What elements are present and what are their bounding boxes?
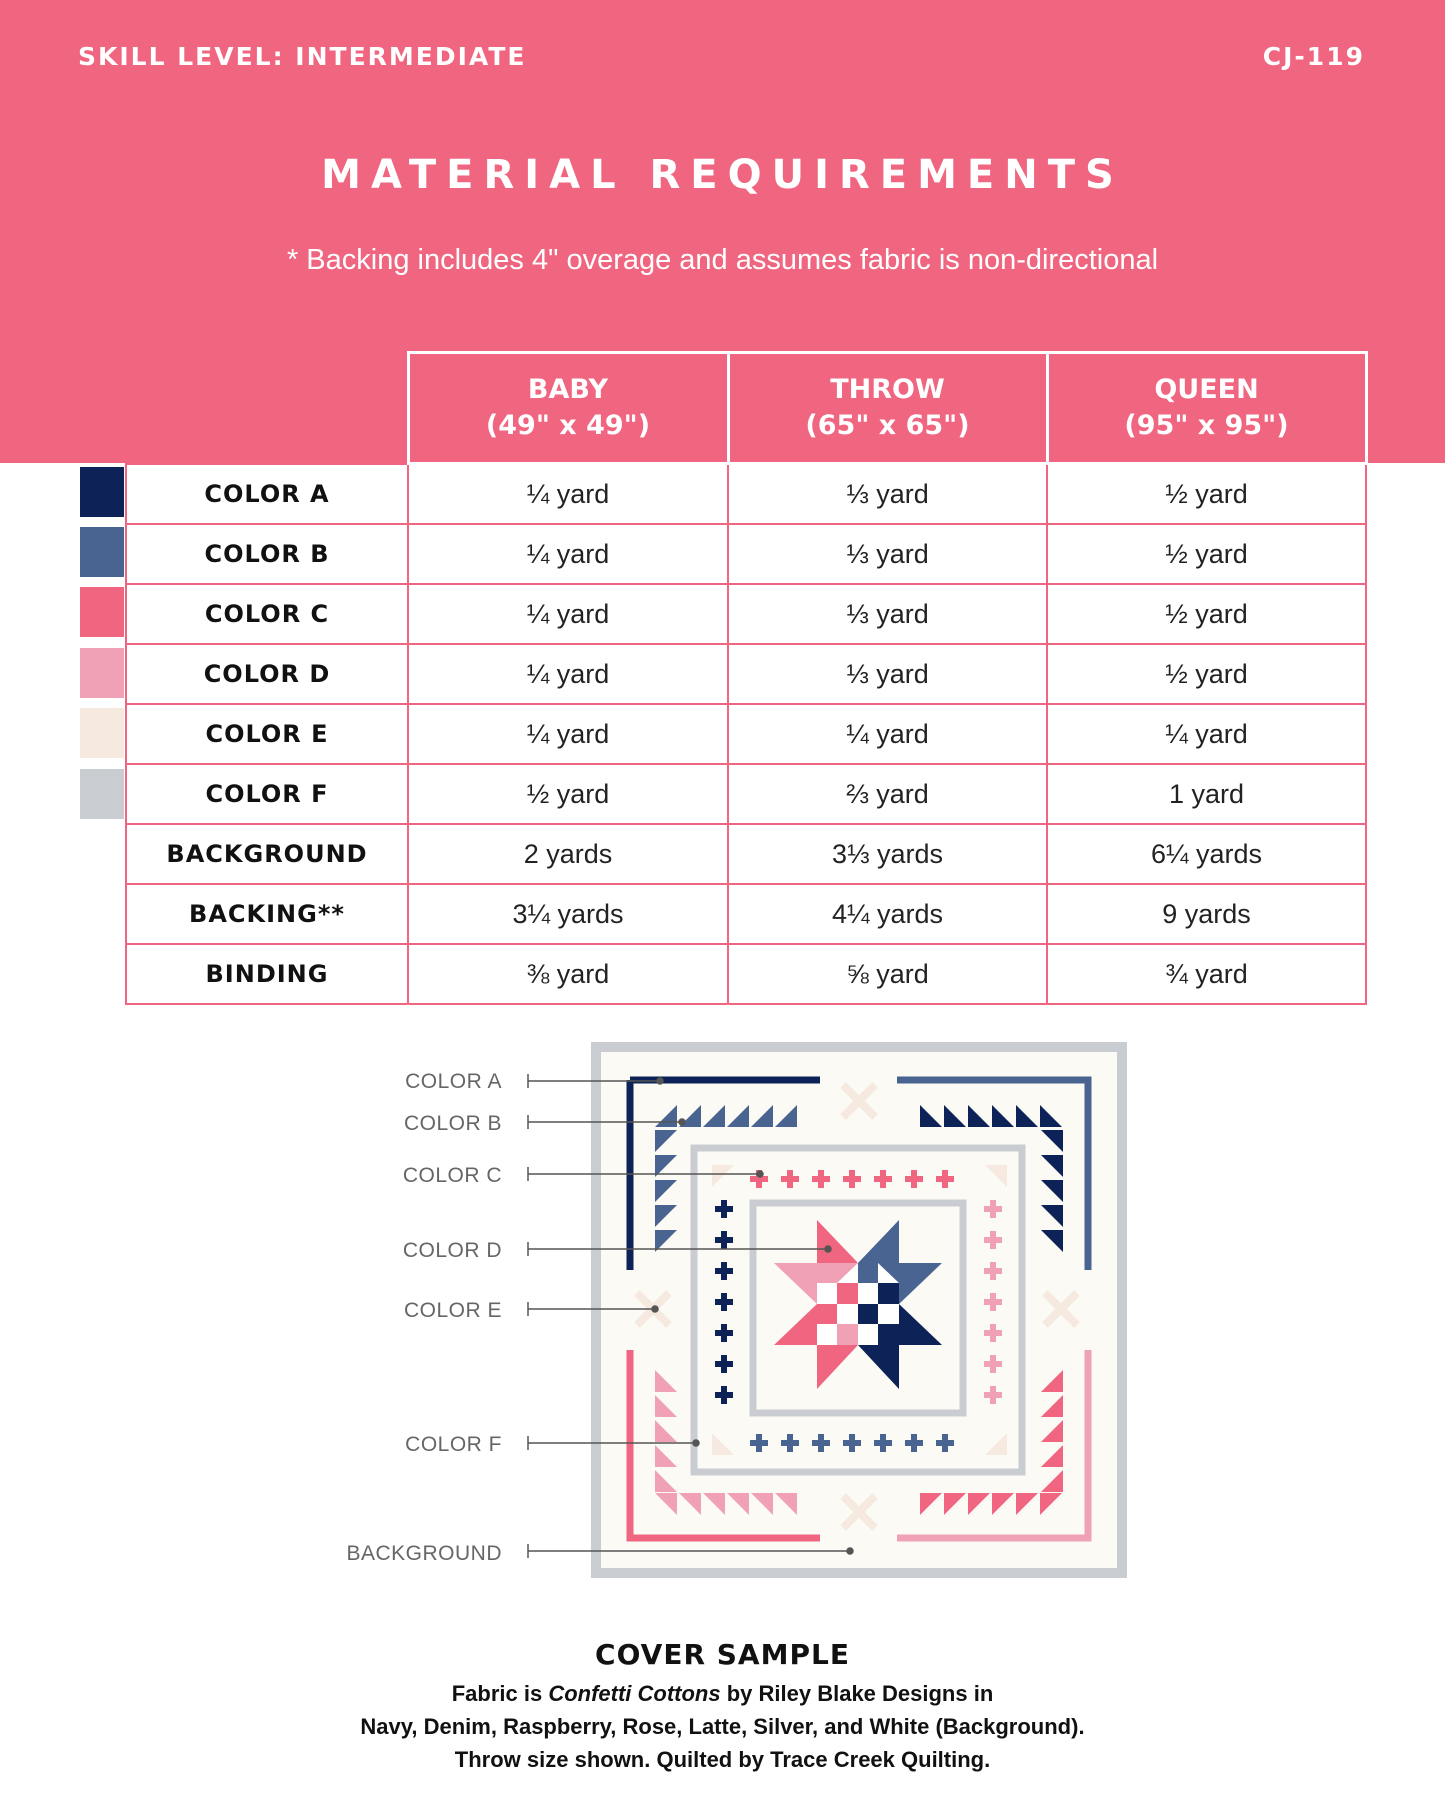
- row-label: BACKING**: [126, 884, 408, 944]
- throw-cell: ⅓ yard: [728, 644, 1047, 704]
- baby-cell: ¼ yard: [408, 524, 728, 584]
- fabric-line-name: Confetti Cottons: [548, 1681, 721, 1706]
- diagram-label: COLOR E: [403, 1299, 502, 1322]
- row-label: COLOR E: [126, 704, 408, 764]
- column-size: (95" x 95"): [1124, 410, 1289, 441]
- queen-cell: ½ yard: [1047, 464, 1366, 525]
- baby-cell: ½ yard: [408, 764, 728, 824]
- queen-cell: 1 yard: [1047, 764, 1366, 824]
- row-label: BACKGROUND: [126, 824, 408, 884]
- swatch-color-d: [80, 648, 124, 698]
- quilt-image: [596, 1047, 1122, 1573]
- row-label: COLOR B: [126, 524, 408, 584]
- swatch-color-b: [80, 527, 124, 577]
- row-label: BINDING: [126, 944, 408, 1004]
- cover-sample-line: Throw size shown. Quilted by Trace Creek Quilting.: [454, 1747, 991, 1772]
- row-label: COLOR D: [126, 644, 408, 704]
- queen-cell: ½ yard: [1047, 524, 1366, 584]
- baby-cell: ⅜ yard: [408, 944, 728, 1004]
- throw-cell: 4¼ yards: [728, 884, 1047, 944]
- baby-cell: 3¼ yards: [408, 884, 728, 944]
- queen-cell: 6¼ yards: [1047, 824, 1366, 884]
- skill-level: SKILL LEVEL: INTERMEDIATE: [78, 42, 527, 71]
- cover-sample-line: Navy, Denim, Raspberry, Rose, Latte, Silver, and White (Background).: [360, 1714, 1085, 1739]
- baby-cell: ¼ yard: [408, 704, 728, 764]
- throw-cell: ¼ yard: [728, 704, 1047, 764]
- queen-cell: ¾ yard: [1047, 944, 1366, 1004]
- queen-cell: ½ yard: [1047, 584, 1366, 644]
- table-row: [126, 704, 1366, 764]
- table-row: [126, 464, 1366, 525]
- baby-cell: ¼ yard: [408, 644, 728, 704]
- column-header: [408, 353, 728, 464]
- cover-sample-caption: [0, 1638, 1445, 1776]
- queen-cell: ¼ yard: [1047, 704, 1366, 764]
- baby-cell: 2 yards: [408, 824, 728, 884]
- table-row: [126, 944, 1366, 1004]
- throw-cell: ⅝ yard: [728, 944, 1047, 1004]
- diagram-label: COLOR D: [402, 1239, 502, 1262]
- diagram-label: COLOR B: [403, 1112, 502, 1135]
- column-size: (65" x 65"): [805, 410, 970, 441]
- row-label: COLOR C: [126, 584, 408, 644]
- caption-text: Fabric is: [451, 1681, 549, 1706]
- page-title: MATERIAL REQUIREMENTS: [321, 152, 1124, 198]
- diagram-label: BACKGROUND: [346, 1542, 502, 1565]
- queen-cell: ½ yard: [1047, 644, 1366, 704]
- diagram-label: COLOR F: [405, 1433, 502, 1456]
- quilt-diagram: [0, 1030, 1445, 1590]
- table-row: [126, 824, 1366, 884]
- queen-cell: 9 yards: [1047, 884, 1366, 944]
- swatch-color-c: [80, 587, 124, 637]
- requirements-table: [125, 351, 1368, 1005]
- backing-note: * Backing includes 4" overage and assumes fabric is non-directional: [286, 244, 1159, 276]
- column-name: BABY: [527, 374, 609, 405]
- column-name: QUEEN: [1154, 374, 1259, 405]
- table-corner: [126, 353, 408, 464]
- baby-cell: ¼ yard: [408, 464, 728, 525]
- row-label: COLOR A: [126, 464, 408, 525]
- table-row: [126, 524, 1366, 584]
- swatch-color-e: [80, 708, 124, 758]
- baby-cell: ¼ yard: [408, 584, 728, 644]
- pattern-code: CJ-119: [1262, 42, 1365, 71]
- table-header-row: [126, 353, 1366, 464]
- throw-cell: ⅓ yard: [728, 524, 1047, 584]
- table-row: [126, 584, 1366, 644]
- throw-cell: ⅓ yard: [728, 584, 1047, 644]
- throw-cell: ⅓ yard: [728, 464, 1047, 525]
- table-row: [126, 884, 1366, 944]
- table-row: [126, 644, 1366, 704]
- swatch-color-f: [80, 769, 124, 819]
- column-header: [728, 353, 1047, 464]
- column-size: (49" x 49"): [485, 410, 651, 441]
- caption-text: by Riley Blake Designs in: [720, 1681, 994, 1706]
- diagram-label: COLOR C: [402, 1164, 502, 1187]
- throw-cell: ⅔ yard: [728, 764, 1047, 824]
- cover-sample-line: [0, 1677, 1445, 1710]
- throw-cell: 3⅓ yards: [728, 824, 1047, 884]
- swatch-color-a: [80, 467, 124, 517]
- column-name: THROW: [830, 374, 945, 405]
- row-label: COLOR F: [126, 764, 408, 824]
- cover-sample-title: COVER SAMPLE: [595, 1638, 850, 1671]
- table-row: [126, 764, 1366, 824]
- column-header: [1047, 353, 1366, 464]
- diagram-label: COLOR A: [405, 1070, 502, 1093]
